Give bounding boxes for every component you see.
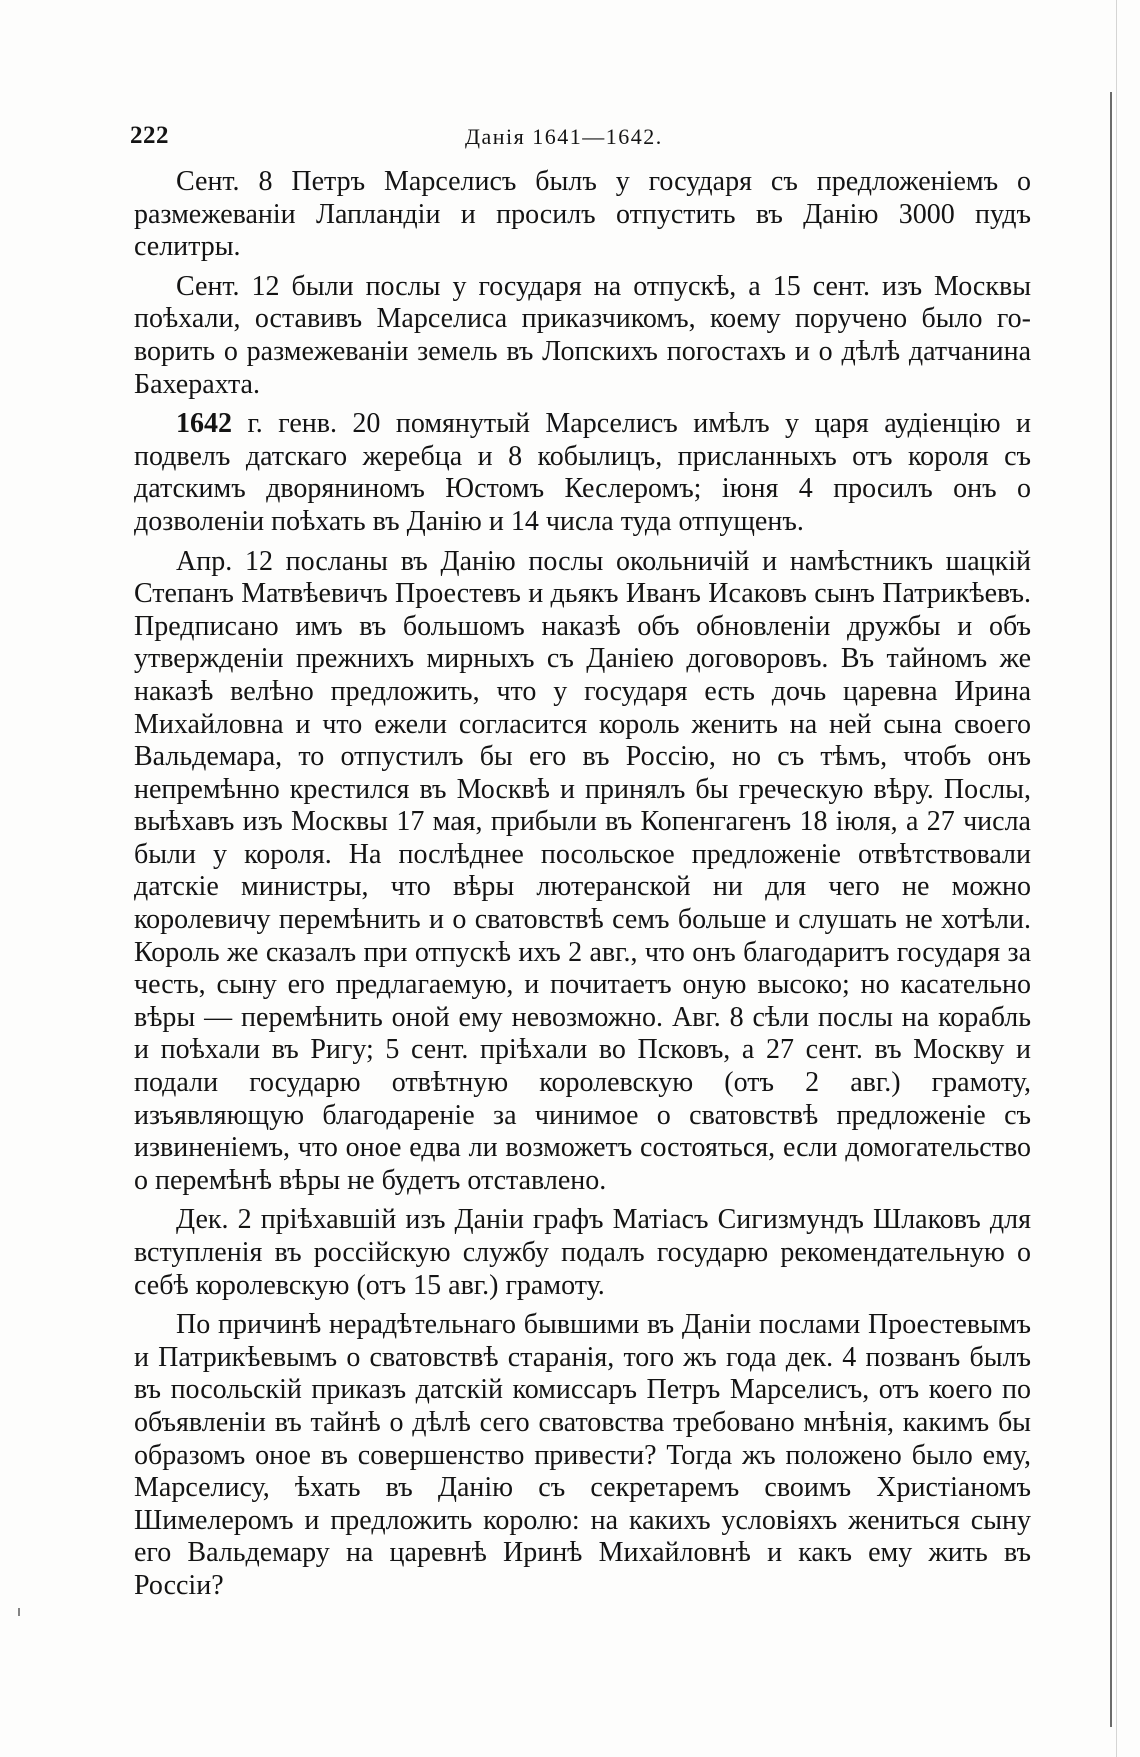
paragraph-text: Дек. 2 пріѣхавшій изъ Даніи графъ Матіасъ Сигизмундъ Шлаковъ для вступленія въ россійскую службу подалъ государю рекомендательную о себѣ королевскую (отъ 15 авг.) грамоту. [134, 1204, 1031, 1301]
page-edge-line [1110, 92, 1112, 1727]
page-number: 222 [130, 122, 169, 149]
body-text [134, 166, 1031, 1610]
paragraph-text: По причинѣ нерадѣтельнаго бывшими въ Даніи послами Проестевымъ и Патрикѣевымъ о сватовствѣ старанія, того жъ года дек. 4 позванъ былъ въ посольскій приказъ датскій комиссаръ Петръ Марселисъ, отъ коего по объявленіи въ тайнѣ о дѣлѣ сего сватовства требовано мнѣнія, какимъ бы образомъ оное въ совершенство привести? Тогда жъ положено было ему, Марселису, ѣхать въ Данію съ секретаремъ своимъ Христіаномъ Шимелеромъ и предложить королю: на какихъ условіяхъ жениться сыну его Вальдемару на царевнѣ Иринѣ Михайловнѣ и какъ ему жить въ Россіи? [134, 1309, 1031, 1601]
page-edge-shadow [1116, 0, 1117, 1757]
paragraph-dec-2 [134, 1204, 1031, 1302]
paragraph-apr-12 [134, 546, 1031, 1198]
paragraph-text: Апр. 12 посланы въ Данію послы окольничій и намѣстникъ шацкій Степанъ Матвѣевичъ Проестевъ и дьякъ Иванъ Исаковъ сынъ Патрикѣевъ. Предписано имъ въ большомъ наказѣ объ обновленіи дружбы и объ утвержденіи прежнихъ мирныхъ съ Даніею договоровъ. Въ тайномъ же наказѣ велѣно предложить, что у государя есть дочь царевна Ирина Михайловна и что ежели согласится король женить на ней сына своего Вальдемара, то отпустилъ бы его въ Россію, но съ тѣмъ, чтобъ онъ непремѣнно крестился въ Москвѣ и принялъ бы греческую вѣру. Послы, выѣхавъ изъ Москвы 17 мая, прибыли въ Копенгагенъ 18 іюля, а 27 числа были у короля. На послѣднее посольское предложеніе отвѣтствовали датскіе министры, что вѣры лютеранской ни для чего не можно королевичу перемѣнить и о сватовствѣ семъ больше и слушать не хотѣли. Король же сказалъ при отпускѣ ихъ 2 авг., что онъ благодаритъ государя за честь, сыну его предлагаемую, и почитаетъ оную высоко; но касательно вѣры — перемѣнить оной ему невозможно. Авг. 8 сѣли послы на корабль и поѣхали въ Ригу; 5 сент. пріѣхали во Псковъ, а 27 сент. въ Москву и подали государю отвѣтную королевскую (отъ 2 авг.) грамоту, изъявляющую благодареніе за чинимое о сватовствѣ предложеніе съ извиненіемъ, что оное едва ли возможетъ состояться, если домогательство о перемѣнѣ вѣры не будетъ отставлено. [134, 545, 1031, 1196]
running-title: Данія 1641—1642. [465, 124, 663, 149]
paragraph-dec-4 [134, 1309, 1031, 1602]
running-head [130, 122, 1030, 162]
paragraph-1642 [134, 408, 1031, 538]
year-label: 1642 [176, 408, 232, 440]
paragraph-text: г. генв. 20 помянутый Марселисъ имѣлъ у царя аудіенцію и подвелъ датскаго жеребца и 8 кобылицъ, присланныхъ отъ короля съ датскимъ дворяниномъ Юстомъ Кеслеромъ; іюня 4 просилъ онъ о дозволеніи поѣхать въ Данію и 14 числа туда отпущенъ. [134, 408, 1031, 537]
paragraph-sept-8 [134, 166, 1031, 264]
paragraph-text: Сент. 8 Петръ Марселисъ былъ у государя съ предложеніемъ о размежеваніи Лапландіи и просилъ отпустить въ Данію 3000 пудъ селитры. [134, 166, 1031, 263]
paragraph-sept-12 [134, 271, 1031, 401]
margin-mark [18, 1608, 20, 1616]
paragraph-text: Сент. 12 были послы у государя на отпускѣ, а 15 сент. изъ Москвы поѣхали, оставивъ Марселиса приказчикомъ, коему поручено было говорить о размежеваніи земель въ Лопскихъ погостахъ и о дѣлѣ датчанина Бахерахта. [134, 270, 1031, 400]
